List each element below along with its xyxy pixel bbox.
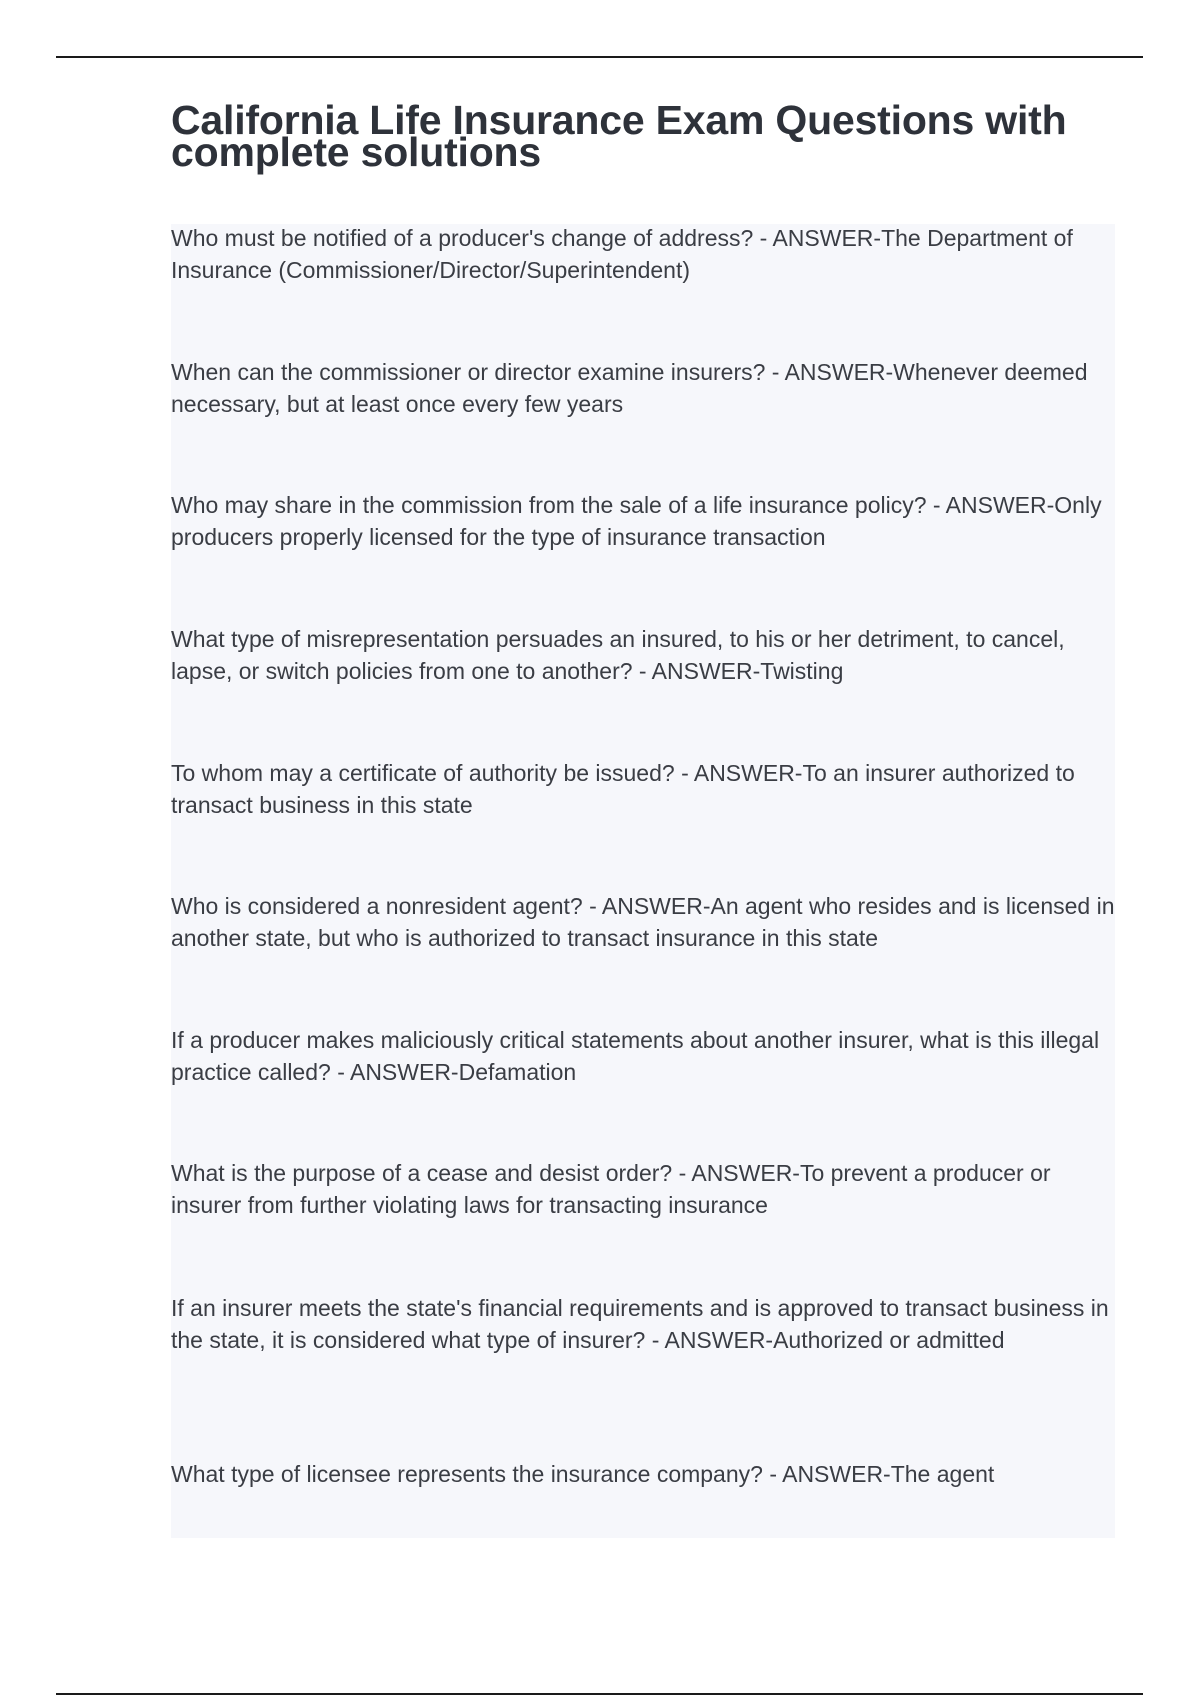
- qa-item-10: What type of licensee represents the insurance company? - ANSWER-The agent: [171, 1461, 995, 1487]
- qa-item-5: To whom may a certificate of authority be issued? - ANSWER-To an insurer authorized to transact business in this state: [171, 760, 1075, 818]
- qa-item-8: What is the purpose of a cease and desist order? - ANSWER-To prevent a producer or insurer from further violating laws for transacting insurance: [171, 1160, 1051, 1218]
- qa-item-6: Who is considered a nonresident agent? - ANSWER-An agent who resides and is licensed in another state, but who is authorized to transact insurance in this state: [171, 893, 1115, 951]
- qa-item-3: Who may share in the commission from the sale of a life insurance policy? - ANSWER-Only producers properly licensed for the type of insurance transaction: [171, 492, 1102, 550]
- qa-item-7: If a producer makes maliciously critical statements about another insurer, what is this illegal practice called? - ANSWER-Defamation: [171, 1027, 1100, 1085]
- qa-item-4: What type of misrepresentation persuades an insured, to his or her detriment, to cancel, lapse, or switch policies from one to another? - ANSWER-Twisting: [171, 626, 1065, 684]
- top-rule: [56, 56, 1143, 58]
- qa-item-2: When can the commissioner or director examine insurers? - ANSWER-Whenever deemed necessary, but at least once every few years: [171, 359, 1088, 417]
- qa-item-1: Who must be notified of a producer's change of address? - ANSWER-The Department of Insurance (Commissioner/Director/Superintendent): [171, 225, 1073, 283]
- document-title: California Life Insurance Exam Questions with complete solutions: [171, 97, 1067, 175]
- qa-item-9: If an insurer meets the state's financial requirements and is approved to transact business in the state, it is considered what type of insurer? - ANSWER-Authorized or admitted: [171, 1295, 1109, 1353]
- bottom-rule: [56, 1693, 1143, 1695]
